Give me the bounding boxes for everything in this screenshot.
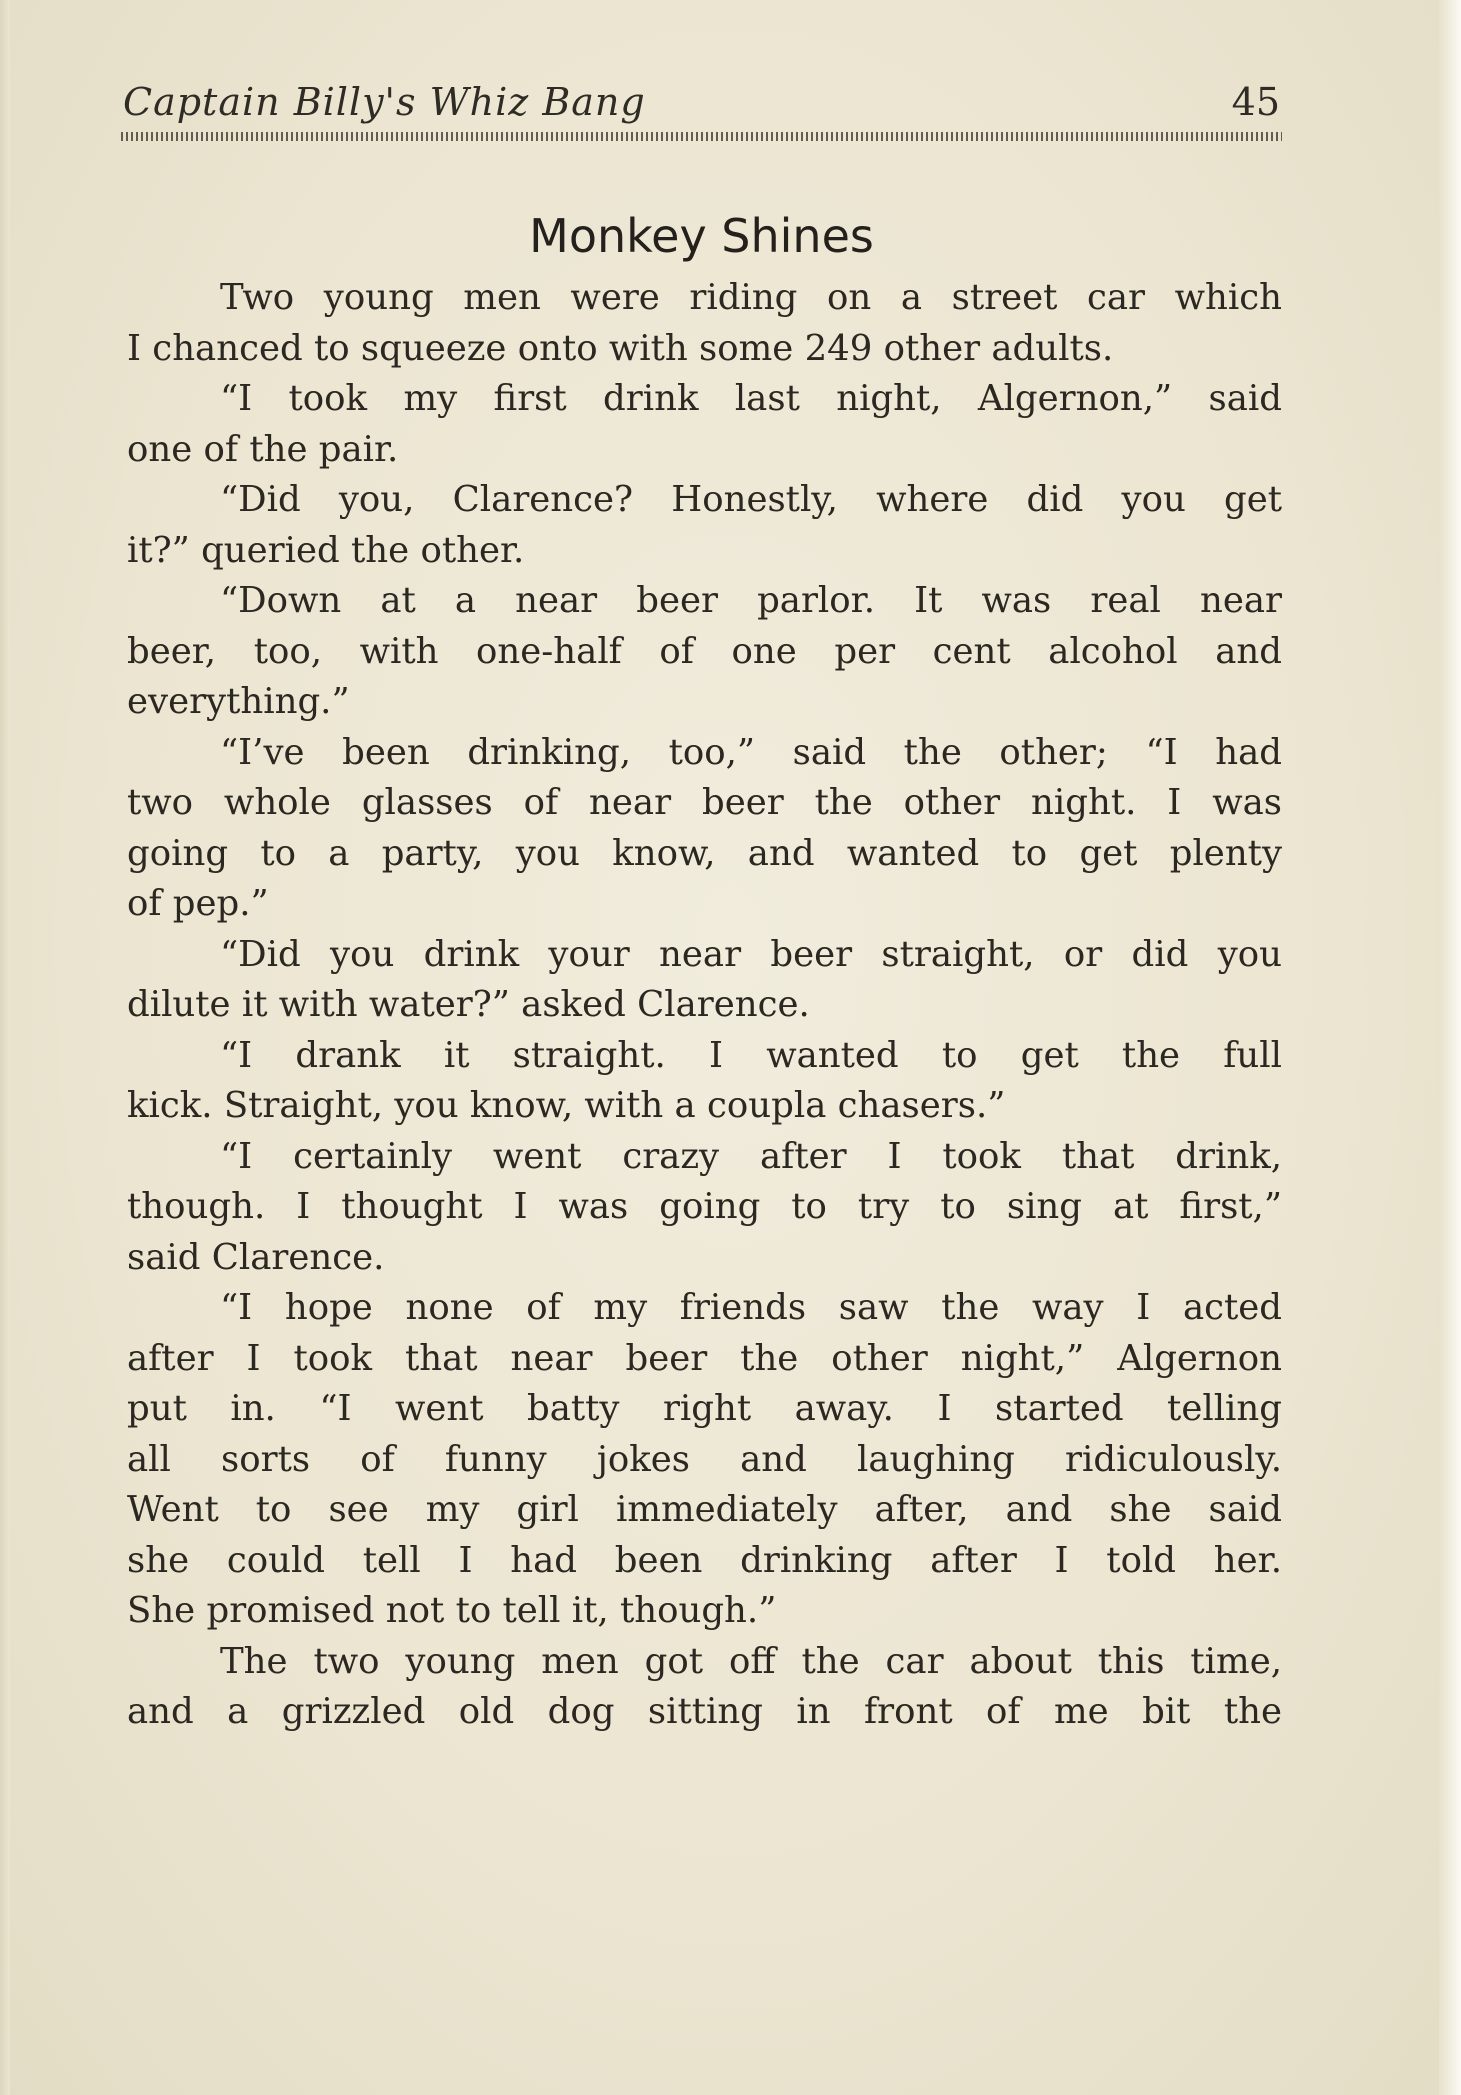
header-rule	[121, 132, 1282, 141]
magazine-title: Captain Billy's Whiz Bang	[123, 80, 646, 124]
text-line: Two young men were riding on a street car which	[220, 277, 1282, 318]
page-number: 45	[1231, 80, 1280, 124]
text-line: all sorts of funny jokes and laughing ridiculously.	[127, 1438, 1282, 1480]
text-line: kick. Straight, you know, with a coupla chasers.”	[127, 1085, 1006, 1126]
text-line: “Did you, Clarence? Honestly, where did you get	[220, 479, 1282, 520]
text-line: I chanced to squeeze onto with some 249 other adults.	[127, 327, 1114, 369]
page-right-edge	[1439, 0, 1461, 2095]
text-line: beer, too, with one-half of one per cent alcohol and	[127, 630, 1282, 672]
text-line: everything.”	[127, 681, 350, 722]
text-line: “Did you drink your near beer straight, or did you	[220, 933, 1282, 975]
article-body	[127, 273, 1282, 1738]
text-line: The two young men got off the car about this time,	[220, 1640, 1282, 1682]
text-line: Went to see my girl immediately after, and she said	[127, 1489, 1282, 1530]
text-line: and a grizzled old dog sitting in front of me bit the	[127, 1691, 1282, 1732]
text-line: “Down at a near beer parlor. It was real near	[220, 580, 1282, 621]
article-title: Monkey Shines	[529, 209, 874, 263]
text-line: put in. “I went batty right away. I started telling	[127, 1388, 1282, 1429]
text-line: “I hope none of my friends saw the way I acted	[220, 1287, 1282, 1328]
running-header	[123, 78, 1280, 128]
text-line: said Clarence.	[127, 1236, 385, 1278]
text-line: She promised not to tell it, though.”	[127, 1590, 777, 1631]
text-line: of pep.”	[127, 883, 269, 924]
text-line: dilute it with water?” asked Clarence.	[127, 984, 810, 1025]
text-line: “I drank it straight. I wanted to get the full	[220, 1034, 1282, 1076]
text-line: going to a party, you know, and wanted to get plenty	[127, 832, 1282, 874]
text-line: “I certainly went crazy after I took that drink,	[220, 1135, 1282, 1177]
page-left-edge	[0, 0, 10, 2095]
text-line: two whole glasses of near beer the other night. I was	[127, 782, 1282, 823]
text-line: it?” queried the other.	[127, 529, 525, 571]
text-line: though. I thought I was going to try to sing at first,”	[127, 1186, 1282, 1227]
text-line: one of the pair.	[127, 428, 399, 470]
text-line: she could tell I had been drinking after I told her.	[127, 1539, 1282, 1581]
text-line: after I took that near beer the other night,” Algernon	[127, 1337, 1282, 1379]
text-line: “I’ve been drinking, too,” said the other; “I had	[220, 731, 1282, 773]
text-line: “I took my first drink last night, Algernon,” said	[220, 378, 1282, 419]
